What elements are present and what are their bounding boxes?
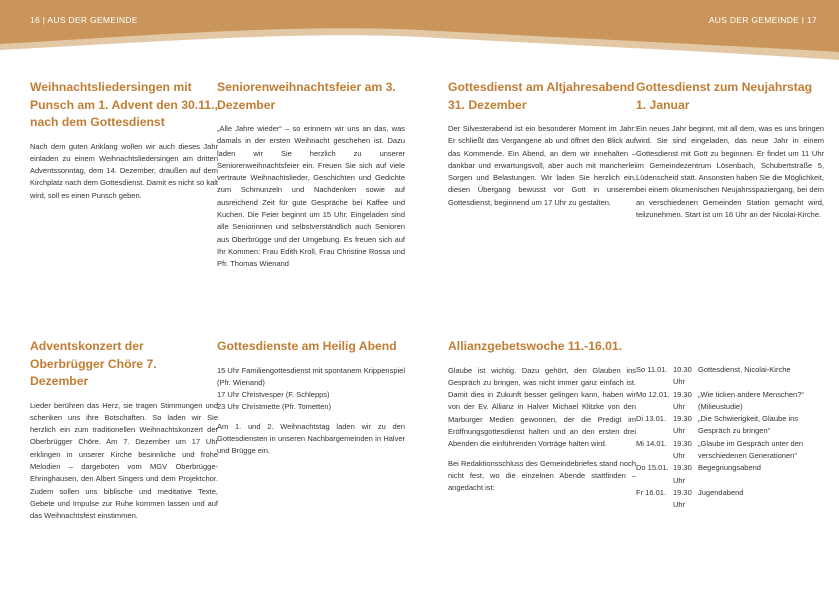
schedule-day: Di 13.01.: [636, 414, 667, 424]
article-note: Bei Redaktionsschluss des Gemeindebriefes stand noch nicht fest, wo die einzelnen Abende stattfinden – angedacht ist:: [448, 458, 636, 493]
service-item: 17 Uhr Christvesper (F. Schlepps): [217, 390, 330, 400]
schedule-day: Mi 14.01.: [636, 438, 667, 448]
article-title: Adventskonzert der Oberbrügger Chöre 7. Dezember: [30, 339, 157, 388]
service-list: [217, 365, 405, 414]
schedule-time: 19.30 Uhr: [673, 414, 692, 436]
article-senioren: [217, 79, 405, 278]
article-body: Ein neues Jahr beginnt, mit all dem, was es uns bringen wird. Sie sind eingeladen, das neue Jahr in einem Gottesdienst mit Gott zu beginnen. Er findet um 11 Uhr im Gemeindezentrum Lösenbach, Schubertstraße 5, Lüdenscheid statt. Ansonsten haben Sie die Möglichkeit, bei einem ökumenischen Neujahrsspaziergang, bei dem an verschiedenen Gemeinden Station gemacht wird, teilzunehmen. Start ist um 16 Uhr an der Nicolai-Kirche.: [636, 124, 824, 220]
schedule-day: Do 15.01.: [636, 463, 669, 473]
schedule-row: [636, 413, 831, 438]
schedule-event: „Die Schwierigkeit, Glaube ins Gespräch zu bringen“: [698, 414, 799, 436]
service-item: 23 Uhr Christmette (Pfr. Tometten): [217, 402, 332, 412]
article-title: Weihnachtsliedersingen mit Punsch am 1. Advent den 30.11., nach dem Gottesdienst: [30, 80, 218, 129]
page-header-right: AUS DER GEMEINDE | 17: [708, 15, 817, 25]
schedule-event: Jugendabend: [698, 487, 744, 497]
article-title: Gottesdienste am Heilig Abend: [217, 339, 397, 353]
article-title: Gottesdienst am Altjahresabend 31. Dezember: [448, 80, 635, 112]
article-body: „Alle Jahre wieder“ – so erinnern wir uns an das, was damals in der ersten Weihnacht geschehen ist. Dazu laden wir Sie herzlich zu unserer Seniorenweihnachtsfeier ein. Freuen Sie sich auf viele vertraute Weihnachtslieder, Geschichten und Gedichte zum Schmunzeln und Nachdenken sowie auf ausreichend Zeit für gute Gespräche bei Kaffee und Kuchen. Die Feier beginnt um 15 Uhr. Eingeladen sind alle Seniorinnen und selbstverständlich auch Senioren aus Oberbrügge und der Umgebung. Es freuen sich auf Ihr Kommen: Frau Edith Kroll, Frau Christine Rossa und Pfr. Thomas Wienand: [217, 124, 405, 269]
schedule-day: So 11.01.: [636, 365, 668, 374]
schedule-event: Begegnungsabend: [698, 463, 761, 473]
article-body: Glaube ist wichtig. Dazu gehört, den Glauben ins Gespräch zu bringen, was nicht immer ganz einfach ist. Damit dies in Zukunft besser gelingen kann, haben wir von der Ev. Allianz in Halver Michael Klitzke von den Marburger Medien gewonnen, der die Predigt im Eröffnungsgottesdienst halten und an den ersten drei Abenden die einführenden Vorträge halten wird.: [448, 365, 636, 449]
article-body: Der Silvesterabend ist ein besonderer Moment im Jahr: Er schließt das Vergangene ab und öffnet den Blick auf das Kommende. Ein Abend, an dem wir innehalten – dankbar und erwartungsvoll, aber auch mit mancherlei Sorgen und Belastungen. Wir laden Sie herzlich ein, diesen Übergang bewusst vor Gott in unserem Gottesdienst, beginnend um 17 Uhr zu gestalten.: [448, 124, 636, 207]
page-header-left: 16 | AUS DER GEMEINDE: [30, 15, 138, 25]
article-title: Seniorenweihnachtsfeier am 3. Dezember: [217, 80, 396, 112]
schedule-row: [636, 389, 831, 414]
article-allianz: [448, 338, 636, 501]
schedule-time: 19.30 Uhr: [673, 389, 692, 411]
article-body: Nach dem guten Anklang wollen wir auch dieses Jahr einladen zu einem Weihnachtsliedersingen am dritten Adventssonntag, dem 14. Dezember, draußen auf dem Kirchplatz nach dem Gottesdienst. Damit es nicht so kalt wird, soll es einen Punsch geben.: [30, 141, 218, 200]
schedule-day: Fr 16.01.: [636, 487, 667, 497]
schedule-time: 10.30 Uhr: [673, 365, 692, 387]
schedule-time: 19.30 Uhr: [673, 438, 692, 461]
article-title: Allianzgebetswoche 11.-16.01.: [448, 339, 623, 353]
article-adventskonzert: [30, 338, 218, 529]
schedule-row: [636, 462, 831, 487]
schedule-event: Gottesdienst, Nicolai-Kirche: [698, 365, 791, 374]
header-banner: [0, 0, 839, 60]
article-note: Am 1. und 2. Weihnachtstag laden wir zu den Gottesdiensten in unseren Nachbargemeinden in Halver und Brügge ein.: [217, 421, 405, 456]
article-heiligabend: [217, 338, 405, 465]
schedule-day: Mo 12.01.: [636, 389, 670, 399]
allianz-schedule: [636, 364, 831, 519]
schedule-row: [636, 364, 831, 389]
schedule-row: [636, 438, 831, 463]
schedule-time: 19.30 Uhr: [673, 463, 692, 485]
article-title: Gottesdienst zum Neujahrstag 1. Januar: [636, 80, 813, 112]
article-neujahr: [636, 79, 824, 228]
service-item: 15 Uhr Familiengottesdienst mit spontanem Krippenspiel (Pfr. Wienand): [217, 365, 406, 387]
schedule-time: 19.30 Uhr: [673, 487, 692, 510]
schedule-event: „Wie ticken andere Menschen?“ (Milieustudie): [698, 389, 804, 411]
article-punsch: [30, 79, 218, 209]
schedule-row: [636, 487, 831, 512]
schedule-event: „Glaube im Gespräch unter den verschiedenen Generationen“: [698, 438, 804, 461]
article-body: Lieder berühren das Herz, sie tragen Stimmungen und schenken uns ihre Botschaften. So laden wir Sie herzlich ein zum traditionellen Weihnachtskonzert der Oberbrügger Chöre. Am 7. Dezember um 17 Uhr erklingen in unserer Kirche besinnliche und frohe Melodien – dargeboten vom MGV Oberbrügge-Ehringhausen, den Albert Singers und dem Projektchor. Zudem sollen uns biblische und meditative Texte, Gebete und Impulse zur Ruhe kommen lassen und auf das Weihnachtsfest einstimmen.: [30, 400, 218, 521]
article-altjahr: [448, 79, 636, 216]
